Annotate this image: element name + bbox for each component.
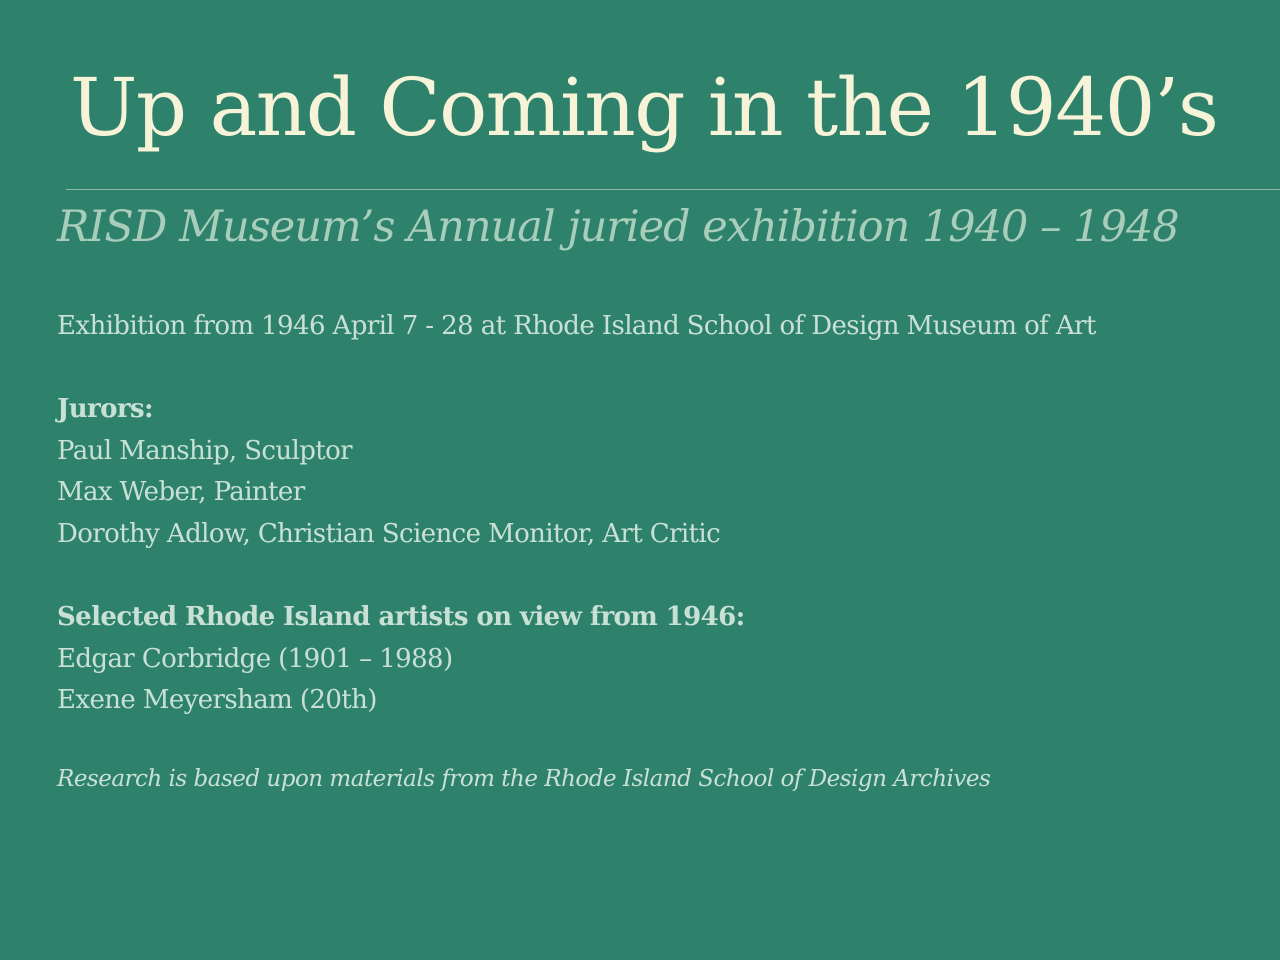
research-footnote: Research is based upon materials from the Rhode Island School of Design Archives bbox=[57, 766, 991, 792]
title-divider bbox=[66, 189, 1280, 190]
juror-item: Dorothy Adlow, Christian Science Monitor, Art Critic bbox=[57, 519, 721, 549]
jurors-heading: Jurors: bbox=[57, 394, 153, 424]
artist-item: Exene Meyersham (20th) bbox=[57, 685, 377, 715]
slide-subtitle: RISD Museum’s Annual juried exhibition 1940 – 1948 bbox=[57, 202, 1179, 252]
juror-item: Max Weber, Painter bbox=[57, 477, 305, 507]
artists-heading: Selected Rhode Island artists on view from 1946: bbox=[57, 602, 745, 632]
slide-title: Up and Coming in the 1940’s bbox=[70, 61, 1218, 154]
artist-item: Edgar Corbridge (1901 – 1988) bbox=[57, 644, 453, 674]
exhibition-dates: Exhibition from 1946 April 7 - 28 at Rhode Island School of Design Museum of Art bbox=[57, 311, 1096, 341]
juror-item: Paul Manship, Sculptor bbox=[57, 436, 353, 466]
